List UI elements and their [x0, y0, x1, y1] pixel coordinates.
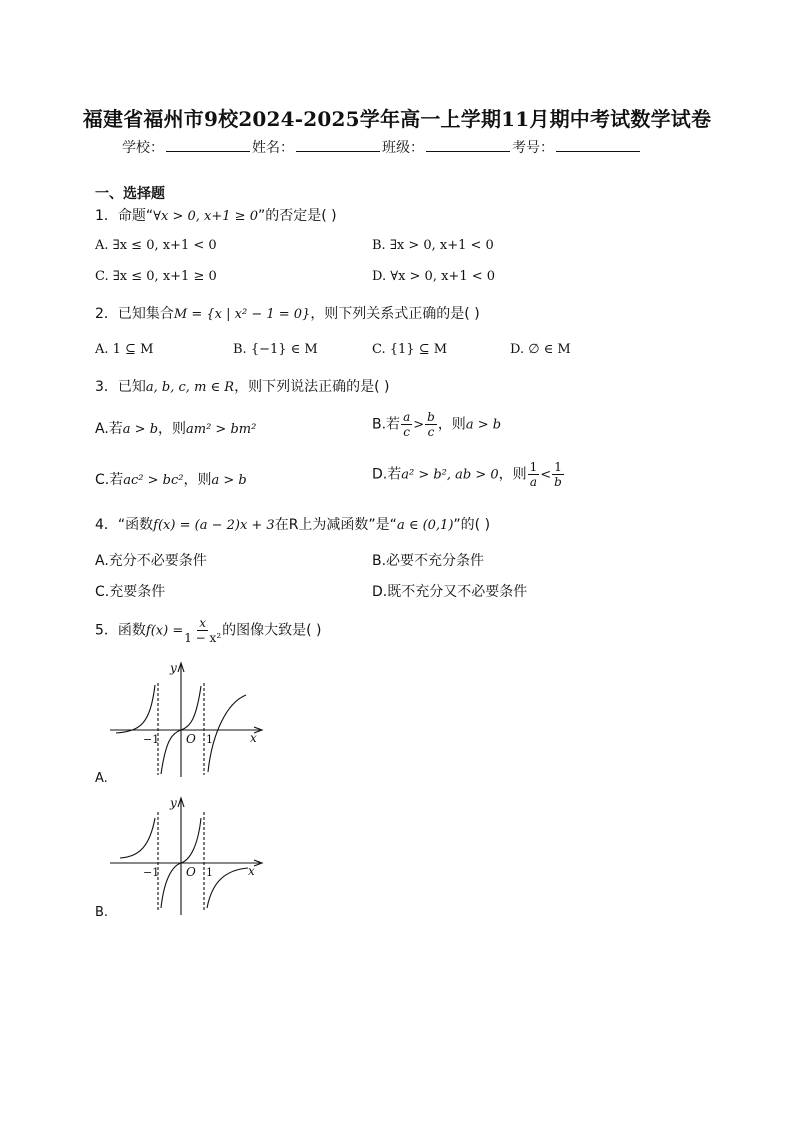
q3-option-a[interactable] — [95, 418, 256, 438]
q4-option-a[interactable]: A.充分不必要条件 — [95, 553, 207, 569]
q5-stem-math: f(x) = — [145, 623, 184, 639]
q3-d-frac1 — [528, 460, 540, 489]
graph-b-x-label: x — [248, 864, 255, 878]
q1-option-c[interactable]: C. ∃x ≤ 0, x+1 ≥ 0 — [95, 269, 217, 284]
q3-c-math2: a > b — [211, 473, 247, 488]
q3-a-math1: a > b — [122, 422, 159, 437]
q3-stem-text: 3．已知 — [95, 379, 146, 395]
name-label: 姓名： — [252, 140, 294, 156]
number-field[interactable] — [556, 137, 640, 152]
number-label: 考号： — [512, 140, 554, 156]
q1-stem-text: 1．命题“ — [95, 208, 154, 224]
q4-stem-math1: f(x) = (a − 2)x + 3 — [153, 518, 275, 533]
graph-a-x-label: x — [250, 731, 257, 745]
q3-c-mid: ，则 — [183, 472, 212, 488]
q3-stem — [95, 376, 389, 396]
q4-option-c[interactable]: C.充要条件 — [95, 584, 166, 600]
q3-stem-end: ，则下列说法正确的是( ) — [234, 379, 390, 395]
q3-d-mid: ，则 — [498, 466, 527, 483]
q3-b-frac2 — [425, 410, 437, 439]
graph-b-curve-left — [120, 818, 155, 858]
q3-b-frac2-num: b — [427, 410, 435, 424]
q3-b-gt: > — [413, 417, 425, 433]
graph-a-y-label: y — [170, 661, 177, 675]
q4-stem-end: ”的( ) — [453, 517, 491, 533]
graph-a-curve-right — [208, 695, 246, 772]
q3-b-frac1 — [401, 410, 412, 439]
q1-option-d[interactable]: D. ∀x > 0, x+1 < 0 — [372, 269, 496, 284]
q4-stem — [95, 514, 490, 534]
q3-stem-math: a, b, c, m ∈ R — [145, 380, 235, 395]
q3-a-math2: am² > bm² — [186, 422, 257, 437]
graph-b-curve-right — [207, 868, 248, 908]
graph-b-tick-pos: 1 — [206, 866, 213, 879]
q3-d-lt: < — [540, 467, 552, 483]
graph-b-tick-neg: −1 — [143, 866, 160, 879]
q5-frac-num: x — [199, 616, 207, 630]
q2-stem-text: 2．已知集合 — [95, 306, 174, 322]
q4-option-d[interactable]: D.既不充分又不必要条件 — [372, 584, 528, 600]
q4-stem-math2: a ∈ (0,1) — [396, 518, 454, 533]
q3-c-prefix: C.若 — [95, 472, 124, 488]
q2-option-a[interactable]: A. 1 ⊆ M — [95, 342, 154, 357]
school-label: 学校： — [122, 140, 164, 156]
q1-stem-end: ”的否定是( ) — [257, 208, 337, 224]
q3-b-math: a > b — [465, 417, 502, 433]
q5-graph-b[interactable] — [100, 790, 270, 918]
q3-a-mid: ，则 — [158, 421, 187, 437]
q3-option-d[interactable] — [372, 460, 565, 489]
q1-option-b[interactable]: B. ∃x > 0, x+1 < 0 — [372, 238, 494, 253]
q2-stem-end: ，则下列关系式正确的是( ) — [310, 306, 480, 322]
q3-option-b[interactable] — [372, 410, 501, 439]
q5-stem-frac — [184, 616, 221, 645]
q3-d-frac1-num: 1 — [529, 460, 538, 474]
q5-stem — [95, 616, 322, 645]
q1-stem-math: ∀x > 0, x+1 ≥ 0 — [153, 209, 258, 224]
q2-option-d[interactable]: D. ∅ ∈ M — [510, 342, 571, 357]
q3-b-frac2-den: c — [427, 425, 435, 439]
q3-d-frac2-num: 1 — [554, 460, 562, 474]
q3-d-math1: a² > b², ab > 0 — [401, 467, 499, 483]
school-field[interactable] — [166, 137, 250, 152]
graph-a-tick-neg: −1 — [143, 733, 160, 746]
q5-graph-a[interactable] — [100, 655, 270, 780]
q2-stem-math: M = {x | x² − 1 = 0} — [173, 307, 311, 322]
q3-b-prefix: B.若 — [372, 416, 401, 433]
q1-stem — [95, 205, 337, 225]
q5-stem-end: 的图像大致是( ) — [222, 622, 322, 639]
q3-a-prefix: A.若 — [95, 421, 123, 437]
q5-stem-text: 5．函数 — [95, 622, 146, 639]
q3-d-frac1-den: a — [529, 475, 538, 489]
graph-a-curve-left — [116, 685, 155, 733]
q4-stem-mid: 在R上为减函数”是“ — [274, 517, 397, 533]
q3-b-frac1-den: c — [403, 425, 410, 439]
page-title: 福建省福州市9校2024-2025学年高一上学期11月期中考试数学试卷 — [82, 107, 712, 131]
q3-b-frac1-num: a — [403, 410, 411, 424]
name-field[interactable] — [296, 137, 380, 152]
section-heading: 一、选择题 — [95, 186, 165, 202]
q3-d-frac2-den: b — [554, 475, 562, 489]
q3-d-prefix: D.若 — [372, 466, 402, 483]
q1-option-a[interactable]: A. ∃x ≤ 0, x+1 < 0 — [95, 238, 217, 253]
graph-b-y-label: y — [170, 796, 177, 810]
q2-stem — [95, 303, 480, 323]
q3-b-mid: ，则 — [437, 416, 466, 433]
q4-option-b[interactable]: B.必要不充分条件 — [372, 553, 485, 569]
graph-b-origin: O — [186, 865, 196, 879]
q2-option-c[interactable]: C. {1} ⊆ M — [372, 342, 448, 357]
q5-option-a-label[interactable]: A. — [95, 771, 108, 786]
q3-option-c[interactable] — [95, 469, 247, 489]
q4-stem-text: 4．“函数 — [95, 517, 154, 533]
q2-option-b[interactable]: B. {−1} ∈ M — [233, 342, 318, 357]
graph-a-tick-pos: 1 — [206, 733, 213, 746]
graph-a-origin: O — [186, 732, 196, 746]
q3-c-math1: ac² > bc² — [123, 473, 184, 488]
q5-frac-den: 1 − x² — [184, 631, 222, 645]
q5-option-b-label[interactable]: B. — [95, 905, 109, 920]
student-info-row — [122, 137, 642, 157]
class-field[interactable] — [426, 137, 510, 152]
class-label: 班级： — [382, 140, 424, 156]
q3-d-frac2 — [552, 460, 564, 489]
